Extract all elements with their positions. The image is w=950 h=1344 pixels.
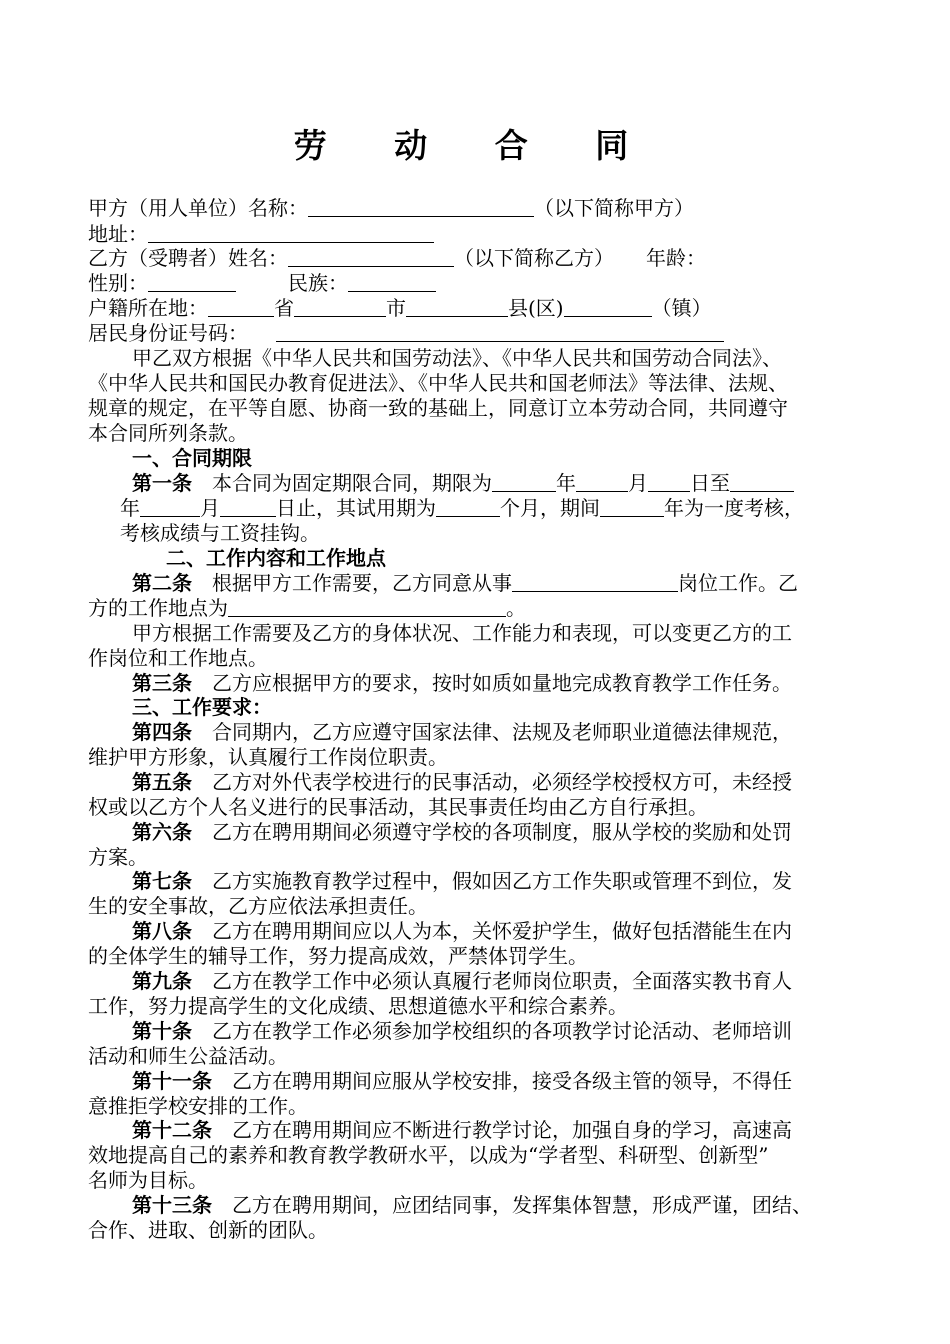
article-2-para-2-line-2: 作岗位和工作地点。 [88, 646, 268, 670]
article-11-line-2: 意推拒学校安排的工作。 [88, 1094, 308, 1118]
position-blank[interactable] [512, 571, 678, 592]
preamble-line-3: 规章的规定，在平等自愿、协商一致的基础上，同意订立本劳动合同，共同遵守 [88, 396, 788, 420]
address-line: 地址： [88, 221, 434, 247]
gender-line: 性别： 民族： [88, 270, 436, 296]
start-day-blank[interactable] [648, 471, 690, 492]
article-9-line-2: 工作，努力提高学生的文化成绩、思想道德水平和综合素养。 [88, 994, 628, 1018]
article-7-line-1: 第七条 乙方实施教育教学过程中，假如因乙方工作失职或管理不到位，发 [132, 869, 792, 893]
article-8-line-1: 第八条 乙方在聘用期间应以人为本，关怀爱护学生，做好包括潜能生在内 [132, 919, 792, 943]
article-2-line-2: 方的工作地点为 。 [88, 596, 526, 620]
article-9-line-1: 第九条 乙方在教学工作中必须认真履行老师岗位职责，全面落实教书育人 [132, 969, 792, 993]
article-3-line-1: 第三条 乙方应根据甲方的要求，按时如质如量地完成教育教学工作任务。 [132, 671, 792, 695]
article-11-line-1: 第十一条 乙方在聘用期间应服从学校安排，接受各级主管的领导，不得任 [132, 1069, 792, 1093]
household-line: 户籍所在地： 省 市 县(区) （镇） [88, 296, 712, 320]
id-number-line: 居民身份证号码： [88, 320, 724, 346]
party-a-name-blank[interactable] [308, 196, 534, 217]
article-4-line-1: 第四条 合同期内，乙方应遵守国家法律、法规及老师职业道德法律规范， [132, 720, 792, 744]
start-year-blank[interactable] [492, 471, 556, 492]
article-8-line-2: 的全体学生的辅导工作，努力提高成效，严禁体罚学生。 [88, 944, 588, 968]
town-blank[interactable] [564, 296, 652, 317]
article-1-line-2: 年 月 日止，其试用期为 个月，期间 年为一度考核， [120, 496, 804, 520]
end-day-blank[interactable] [220, 496, 276, 517]
article-13-line-2: 合作、进取、创新的团队。 [88, 1218, 328, 1242]
page-title: 劳 动 合 同 [293, 126, 657, 165]
article-6-line-2: 方案。 [88, 845, 148, 869]
preamble-line-4: 本合同所列条款。 [88, 421, 248, 445]
article-1-line-3: 考核成绩与工资挂钩。 [120, 521, 320, 545]
work-location-blank[interactable] [228, 596, 506, 617]
city-blank[interactable] [294, 296, 386, 317]
party-b-name-blank[interactable] [288, 246, 454, 267]
article-13-line-1: 第十三条 乙方在聘用期间，应团结同事，发挥集体智慧，形成严谨，团结、 [132, 1193, 812, 1217]
id-number-blank[interactable] [276, 321, 724, 342]
ethnicity-blank[interactable] [348, 271, 436, 292]
review-cycle-blank[interactable] [600, 496, 664, 517]
article-12-line-1: 第十二条 乙方在聘用期间应不断进行教学讨论，加强自身的学习，高速高 [132, 1118, 792, 1142]
section-heading-requirements: 三、工作要求： [132, 695, 272, 719]
section-heading-work: 二、工作内容和工作地点 [166, 546, 386, 570]
start-month-blank[interactable] [576, 471, 628, 492]
end-month-blank[interactable] [140, 496, 200, 517]
article-5-line-1: 第五条 乙方对外代表学校进行的民事活动，必须经学校授权方可，未经授 [132, 770, 792, 794]
article-2-line-1: 第二条 根据甲方工作需要，乙方同意从事 岗位工作。乙 [132, 571, 798, 595]
county-blank[interactable] [406, 296, 508, 317]
gender-blank[interactable] [148, 271, 236, 292]
article-7-line-2: 生的安全事故，乙方应依法承担责任。 [88, 894, 428, 918]
party-a-line: 甲方（用人单位）名称： （以下简称甲方） [88, 196, 694, 220]
party-b-line: 乙方（受聘者）姓名： （以下简称乙方） 年龄： [88, 246, 706, 270]
article-12-line-2: 效地提高自己的素养和教育教学教研水平，以成为“学者型、科研型、创新型” [88, 1143, 769, 1167]
preamble-line-2: 《中华人民共和国民办教育促进法》、《中华人民共和国老师法》等法律、法规、 [88, 371, 788, 395]
end-year-blank[interactable] [730, 471, 794, 492]
section-heading-term: 一、合同期限 [132, 446, 252, 470]
article-10-line-1: 第十条 乙方在教学工作必须参加学校组织的各项教学讨论活动、老师培训 [132, 1019, 792, 1043]
article-6-line-1: 第六条 乙方在聘用期间必须遵守学校的各项制度，服从学校的奖励和处罚 [132, 820, 792, 844]
probation-months-blank[interactable] [436, 496, 500, 517]
article-5-line-2: 权或以乙方个人名义进行的民事活动，其民事责任均由乙方自行承担。 [88, 795, 708, 819]
article-1-line-1: 第一条 本合同为固定期限合同，期限为 年 月 日至 [132, 470, 794, 496]
article-10-line-2: 活动和师生公益活动。 [88, 1044, 288, 1068]
preamble-line-1: 甲乙双方根据《中华人民共和国劳动法》、《中华人民共和国劳动合同法》、 [132, 346, 782, 370]
province-blank[interactable] [208, 296, 274, 317]
article-12-line-3: 名师为目标。 [88, 1168, 208, 1192]
address-blank[interactable] [148, 222, 434, 243]
article-2-para-2-line-1: 甲方根据工作需要及乙方的身体状况、工作能力和表现，可以变更乙方的工 [132, 621, 792, 645]
article-4-line-2: 维护甲方形象，认真履行工作岗位职责。 [88, 745, 448, 769]
